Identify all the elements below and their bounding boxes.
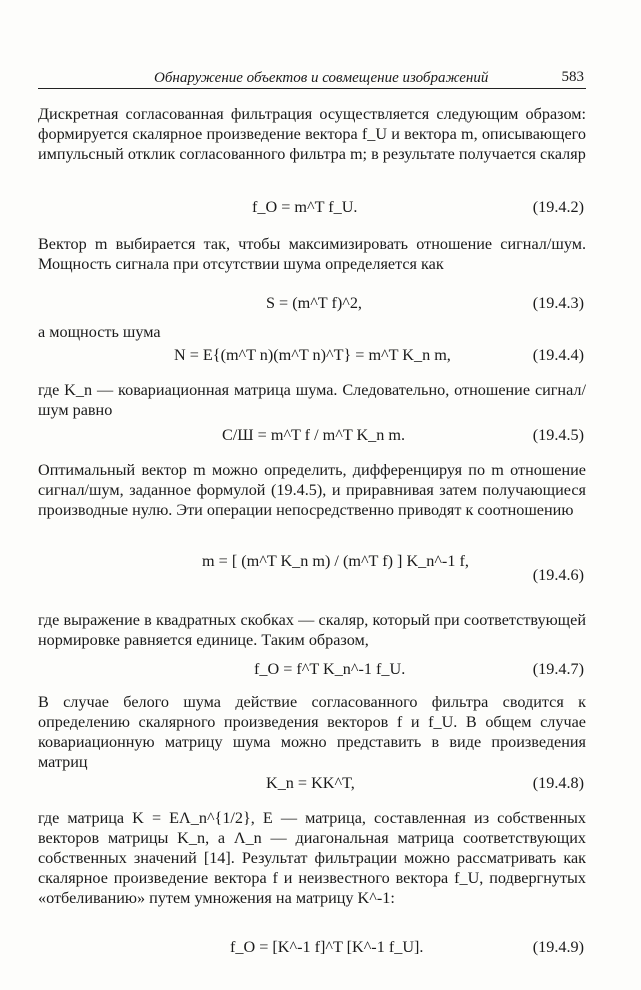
equation-19-4-8 [38, 774, 586, 800]
paragraph-5: Оптимальный вектор m можно определить, дифференцируя по m отношение сигнал/шум, заданное формулой (19.4.5), и приравнивая затем получающиеся производные нулю. Эти операции непосредственно приводят к соотношению [38, 461, 586, 519]
equation-body: f_O = [K^-1 f]^T [K^-1 f_U]. [230, 938, 424, 956]
paragraph-6: где выражение в квадратных скобках — скаляр, который при соответствующей нормировке равняется единице. Таким образом, [38, 611, 586, 649]
equation-number: (19.4.6) [532, 566, 584, 584]
equation-19-4-6 [38, 544, 586, 600]
header-title: Обнаружение объектов и совмещение изображений [154, 70, 489, 86]
equation-body: m = [ (m^T K_n m) / (m^T f) ] K_n^-1 f, [202, 552, 469, 570]
equation-19-4-9 [38, 938, 586, 964]
paragraph-7: В случае белого шума действие согласованного фильтра сводится к определению скалярного произведения векторов f и f_U. В общем случае ковариационную матрицу шума можно представить в виде произведения матриц [38, 693, 586, 771]
equation-number: (19.4.2) [532, 198, 584, 216]
paragraph-4: где K_n — ковариационная матрица шума. Следовательно, отношение сигнал/шум равно [38, 381, 586, 419]
equation-number: (19.4.9) [532, 938, 584, 956]
paragraph-2: Вектор m выбирается так, чтобы максимизировать отношение сигнал/шум. Мощность сигнала при отсутствии шума определяется как [38, 235, 586, 273]
equation-number: (19.4.5) [532, 426, 584, 444]
equation-body: С/Ш = m^T f / m^T K_n m. [222, 426, 406, 444]
equation-number: (19.4.7) [532, 660, 584, 678]
equation-body: f_O = m^T f_U. [252, 198, 358, 216]
equation-19-4-2 [38, 198, 586, 224]
equation-19-4-7 [38, 660, 586, 686]
equation-body: K_n = KK^T, [266, 774, 355, 792]
equation-19-4-4 [38, 346, 586, 372]
paragraph-1: Дискретная согласованная фильтрация осуществляется следующим образом: формируется скалярное произведение вектора f_U и вектора m, описывающего импульсный отклик согласованного фильтра m; в результате получается скаляр [38, 105, 586, 163]
equation-number: (19.4.4) [532, 346, 584, 364]
paragraph-8: где матрица K = EΛ_n^{1/2}, E — матрица, составленная из собственных векторов матрицы K_n, а Λ_n — диагональная матрица соответствующих собственных значений [14]. Результат фильтрации можно рассматривать как скалярное произведение вектора f и неизвестного вектора f_U, подвергнутых «отбеливанию» путем умножения на матрицу K^-1: [38, 809, 586, 907]
equation-19-4-5 [38, 426, 586, 452]
paragraph-3: а мощность шума [38, 323, 161, 341]
equation-number: (19.4.3) [532, 294, 584, 312]
equation-body: N = E{(m^T n)(m^T n)^T} = m^T K_n m, [174, 346, 451, 364]
equation-19-4-3 [38, 294, 586, 320]
running-header [38, 58, 586, 89]
equation-body: f_O = f^T K_n^-1 f_U. [254, 660, 406, 678]
equation-number: (19.4.8) [532, 774, 584, 792]
equation-body: S = (m^T f)^2, [266, 294, 362, 312]
page-number: 583 [561, 69, 584, 85]
